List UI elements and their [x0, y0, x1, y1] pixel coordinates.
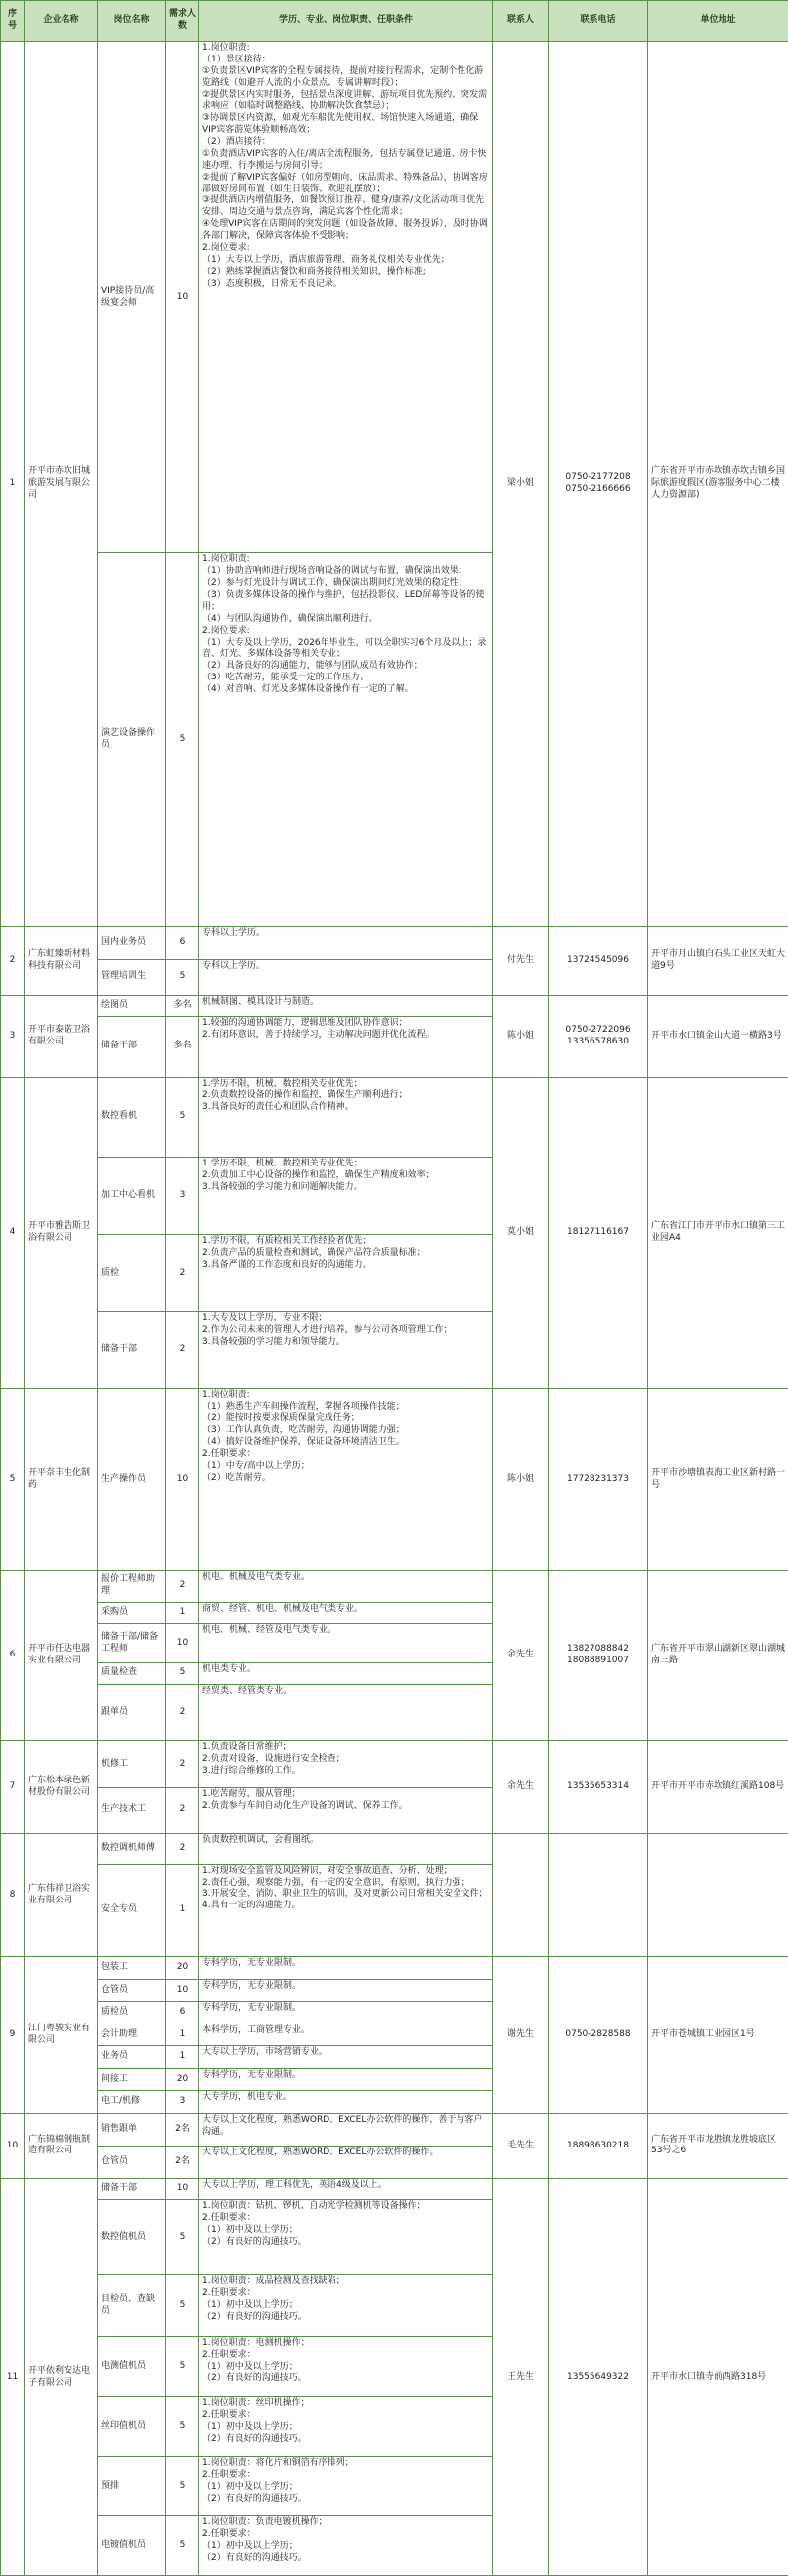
- requirement-line: （2）有良好的沟通技巧。: [202, 2373, 307, 2384]
- requirements-cell: [199, 1864, 493, 1957]
- contact-cell: [493, 1833, 549, 1956]
- headcount-cell: 5: [166, 2397, 199, 2457]
- seq-cell: 9: [1, 1957, 25, 2114]
- requirements-cell: [199, 1389, 493, 1571]
- position-name-cell: 仓管员: [98, 2146, 166, 2178]
- headcount-cell: 2: [166, 1570, 199, 1602]
- headcount-cell: 2: [166, 1684, 199, 1741]
- requirements-cell: [199, 2002, 493, 2024]
- company-name-cell: 开平市任达电器实业有限公司: [25, 1570, 98, 1740]
- requirement-line: ④处理VIP宾客在店期间的突发问题（如设备故障、服务投诉），及时协调各部门解决，保障宾客体验不受影响；: [202, 219, 488, 241]
- requirement-line: 机电、机械、经管及电气类专业。: [202, 1624, 337, 1635]
- requirement-line: 1.岗位职责：成品检测及查找缺陷；: [202, 2276, 345, 2287]
- seq-cell: 11: [1, 2179, 25, 2576]
- requirements-cell: [199, 2336, 493, 2397]
- requirement-line: 4.具有一定的沟通能力。: [202, 1901, 301, 1911]
- phone-cell: 0750-2828588: [549, 1957, 648, 2114]
- headcount-cell: 5: [166, 2515, 199, 2575]
- address-cell: 开平市开平市赤坎镇红溪路108号: [648, 1741, 788, 1834]
- contact-cell: 王先生: [493, 2179, 549, 2576]
- phone-cell: [549, 1833, 648, 1956]
- address-cell: 广东省开平市龙胜镇龙胜坡底区53号之6: [648, 2113, 788, 2178]
- header-requirements: 学历、专业、岗位职责、任职条件: [199, 1, 493, 42]
- table-header-row: [1, 1, 788, 42]
- requirement-line: 专科以上学历。: [202, 961, 266, 972]
- position-name-cell: 电工/机修: [98, 2091, 166, 2114]
- requirement-line: 商贸、经管、机电、机械及电气类专业。: [202, 1603, 364, 1614]
- phone-cell: 13724545096: [549, 927, 648, 996]
- requirement-line: 1.岗位职责:: [202, 554, 250, 565]
- contact-cell: 付先生: [493, 927, 549, 996]
- headcount-cell: 5: [166, 2336, 199, 2397]
- requirements-cell: [199, 927, 493, 960]
- requirements-cell: [199, 2397, 493, 2457]
- requirement-line: 专科学历，无专业限制。: [202, 2003, 302, 2014]
- requirement-line: 经贸类、经管类专业。: [202, 1685, 293, 1696]
- position-name-cell: 安全专员: [98, 1864, 166, 1957]
- phone-cell: 13827088842 18088891007: [549, 1570, 648, 1740]
- requirement-line: 1.岗位职责：负责电镀机操作；: [202, 2516, 328, 2527]
- address-cell: 广东省江门市开平市水口镇第三工业园A4: [648, 1077, 788, 1389]
- headcount-cell: 20: [166, 1957, 199, 1980]
- requirements-cell: [199, 2068, 493, 2091]
- seq-cell: 6: [1, 1570, 25, 1740]
- table-row: [1, 42, 788, 553]
- requirements-cell: [199, 2200, 493, 2275]
- requirement-line: 3.具备较强的学习能力和问题解决能力。: [202, 1181, 363, 1192]
- headcount-cell: 2名: [166, 2113, 199, 2146]
- headcount-cell: 10: [166, 2179, 199, 2200]
- seq-cell: 4: [1, 1077, 25, 1389]
- address-cell: [648, 1833, 788, 1956]
- requirement-line: 1.岗位职责：钻机、锣机、自动光学检测机等设备操作；: [202, 2201, 426, 2212]
- table-row: [1, 1957, 788, 1980]
- headcount-cell: 2: [166, 1833, 199, 1864]
- requirement-line: ②提供景区内实时服务，包括景点深度讲解、游玩项目优先预约、突发需求响应（如临时调整路线、协助解决饮食禁忌）；: [202, 89, 488, 112]
- requirement-line: 大专以上文化程度，熟悉WORD、EXCEL办公软件的操作，善于与客户沟通。: [202, 2114, 483, 2137]
- requirements-cell: [199, 2515, 493, 2575]
- position-name-cell: VIP接待员/高级宴会师: [98, 42, 166, 553]
- requirements-cell: [199, 2146, 493, 2178]
- position-name-cell: 生产操作员: [98, 1389, 166, 1571]
- requirements-cell: [199, 1663, 493, 1684]
- position-name-cell: 销售跟单: [98, 2113, 166, 2146]
- table-body: [1, 42, 788, 2576]
- contact-cell: 陈小姐: [493, 995, 549, 1077]
- address-cell: 开平市苍城镇工业园区1号: [648, 1957, 788, 2114]
- requirement-line: （1）初中及以上学历；: [202, 2299, 298, 2310]
- table-row: [1, 2179, 788, 2200]
- requirements-cell: [199, 1979, 493, 2002]
- headcount-cell: 6: [166, 927, 199, 960]
- phone-cell: 0750-2722096 13356578630: [549, 995, 648, 1077]
- requirement-line: 1.岗位职责：丝印机操作；: [202, 2398, 310, 2409]
- requirement-line: （1）中专/高中以上学历；: [202, 1460, 310, 1471]
- requirement-line: （1）初中及以上学历；: [202, 2540, 298, 2551]
- address-cell: 开平市水口镇金山大道一横路3号: [648, 995, 788, 1077]
- requirement-line: ③提供酒店内增值服务，如餐饮预订推荐、健身/康养/文化活动项目优先安排、周边交通与景点咨询，满足宾客个性化需求；: [202, 195, 485, 218]
- position-name-cell: 仓管员: [98, 1979, 166, 2002]
- requirement-line: 负责数控机调试，会看图纸。: [202, 1834, 320, 1845]
- requirement-line: ②提前了解VIP宾客偏好（如房型朝向、床品需求、特殊备品），协调客房部做好房间布置（如生日装饰、欢迎礼摆放）；: [202, 172, 488, 194]
- headcount-cell: 5: [166, 2457, 199, 2516]
- header-count: 需求人数: [166, 1, 199, 42]
- seq-cell: 10: [1, 2113, 25, 2178]
- position-name-cell: 采购员: [98, 1602, 166, 1623]
- headcount-cell: 3: [166, 1158, 199, 1235]
- headcount-cell: 2: [166, 1787, 199, 1833]
- contact-cell: 毛先生: [493, 2113, 549, 2178]
- table-row: [1, 1570, 788, 1602]
- requirement-line: （1）大专及以上学历，2026年毕业生，可以全职实习6个月及以上；录音、灯光、多媒体设备等相关专业；: [202, 637, 487, 660]
- requirement-line: 2.任职要求：: [202, 2528, 256, 2539]
- requirement-line: （2）有良好的沟通技巧。: [202, 2237, 307, 2248]
- contact-cell: 余先生: [493, 1741, 549, 1834]
- table-row: [1, 927, 788, 960]
- requirement-line: 1.大专及以上学历，专业不限；: [202, 1313, 328, 1324]
- requirement-line: ①负责景区VIP宾客的全程专属接待，提前对接行程需求，定制个性化游览路线（如避开人流的小众景点、专属讲解时段）；: [202, 65, 484, 88]
- requirement-line: 2.任职要求：: [202, 2349, 256, 2360]
- company-name-cell: 开平奈丰生化制药: [25, 1389, 98, 1571]
- company-name-cell: 广东锦棉钢瓶制造有限公司: [25, 2113, 98, 2178]
- requirement-line: 2.有闭环意识，善于持续学习，主动解决问题并优化流程。: [202, 1029, 435, 1040]
- requirement-line: 2.任职要求：: [202, 2470, 256, 2481]
- requirements-cell: [199, 2457, 493, 2516]
- requirements-cell: [199, 1158, 493, 1235]
- requirements-cell: [199, 1312, 493, 1389]
- requirement-line: （4）与团队沟通协作，确保演出顺利进行。: [202, 613, 378, 624]
- address-cell: 开平市水口镇寺前西路318号: [648, 2179, 788, 2576]
- company-name-cell: 开平市赤坎旧城旅游发展有限公司: [25, 42, 98, 927]
- requirement-line: 机械制图、模具设计与制造。: [202, 996, 320, 1007]
- requirement-line: 2.任职要求：: [202, 2213, 256, 2224]
- position-name-cell: 储备干部: [98, 1017, 166, 1078]
- requirement-line: 1.岗位职责：将化片和铜箔有序排列；: [202, 2458, 354, 2469]
- address-cell: 广东省开平市翠山湖新区翠山湖城南三路: [648, 1570, 788, 1740]
- position-name-cell: 绘图员: [98, 995, 166, 1016]
- table-row: [1, 1389, 788, 1571]
- requirements-cell: [199, 1077, 493, 1158]
- requirement-line: 专科学历，无专业限制。: [202, 2069, 302, 2080]
- requirement-line: （1）初中及以上学历；: [202, 2361, 298, 2372]
- requirement-line: 本科学历，工商管理专业。: [202, 2024, 311, 2035]
- requirement-line: 1.吃苦耐劳，服从管理；: [202, 1788, 301, 1799]
- header-address: 单位地址: [648, 1, 788, 42]
- requirement-line: ③协调景区内资源，如观光车船优先使用权、场馆快速入场通道，确保VIP宾客游览体验顺畅高效；: [202, 113, 479, 136]
- requirements-cell: [199, 2275, 493, 2337]
- header-company: 企业名称: [25, 1, 98, 42]
- position-name-cell: 加工中心看机: [98, 1158, 166, 1235]
- requirement-line: 1.岗位职责:: [202, 43, 250, 53]
- requirements-cell: [199, 2113, 493, 2146]
- position-name-cell: 业务员: [98, 2046, 166, 2069]
- requirement-line: 大专以上文化程度，熟悉WORD、EXCEL办公软件的操作。: [202, 2147, 439, 2157]
- requirement-line: 1.岗位职责:: [202, 1390, 250, 1401]
- headcount-cell: 10: [166, 1389, 199, 1571]
- requirements-cell: [199, 995, 493, 1016]
- requirement-line: （1）熟悉生产车间操作流程，掌握各项操作技能；: [202, 1402, 405, 1412]
- position-name-cell: 预排: [98, 2457, 166, 2516]
- requirement-line: 机电类专业。: [202, 1664, 257, 1675]
- headcount-cell: 2: [166, 1741, 199, 1787]
- requirement-line: 3.具备较强的学习能力和领导能力。: [202, 1337, 345, 1348]
- requirement-line: （1）大专以上学历，酒店旅游管理、商务礼仪相关专业优先；: [202, 254, 450, 265]
- requirement-line: 3.进行综合维修的工作。: [202, 1766, 301, 1777]
- requirement-line: （2）能按时按要求保质保量完成任务；: [202, 1413, 360, 1424]
- requirement-line: 1.学历不限，有质检相关工作经验者优先；: [202, 1236, 372, 1247]
- headcount-cell: 6: [166, 2002, 199, 2024]
- position-name-cell: 包装工: [98, 1957, 166, 1980]
- requirement-line: 2.岗位要求:: [202, 242, 250, 253]
- position-name-cell: 管理培训生: [98, 960, 166, 996]
- requirement-line: （1）初中及以上学历；: [202, 2422, 298, 2433]
- requirement-line: 2.负责参与车间自动化生产设备的调试、保养工作。: [202, 1800, 408, 1811]
- requirement-line: （2）具备良好的沟通能力，能够与团队成员有效协作；: [202, 661, 423, 672]
- requirement-line: 专科学历，无专业限制。: [202, 1958, 302, 1969]
- seq-cell: 2: [1, 927, 25, 996]
- requirement-line: （1）初中及以上学历；: [202, 2481, 298, 2492]
- requirement-line: 2.负责产品的质量检查和测试，确保产品符合质量标准；: [202, 1248, 426, 1259]
- position-name-cell: 数控值机员: [98, 2200, 166, 2275]
- requirement-line: （2）酒店接待：: [202, 137, 271, 147]
- headcount-cell: 2: [166, 1312, 199, 1389]
- requirement-line: （2）有良好的沟通技巧。: [202, 2311, 307, 2322]
- headcount-cell: 2: [166, 1235, 199, 1312]
- requirement-line: （3）工作认真负责，吃苦耐劳，沟通协调能力强；: [202, 1425, 405, 1436]
- position-name-cell: 丝印值机员: [98, 2397, 166, 2457]
- requirement-line: （3）负责多媒体设备的操作与维护，包括投影仪、LED屏幕等设备的使用；: [202, 590, 485, 612]
- requirements-cell: [199, 2091, 493, 2114]
- requirement-line: 2.任职要求：: [202, 1448, 256, 1459]
- contact-cell: 梁小姐: [493, 42, 549, 927]
- position-name-cell: 国内业务员: [98, 927, 166, 960]
- company-name-cell: 开平依利安达电子有限公司: [25, 2179, 98, 2576]
- requirement-line: （4）搞好设备维护保养，保证设备环境清洁卫生。: [202, 1436, 405, 1447]
- headcount-cell: 10: [166, 1979, 199, 2002]
- requirement-line: （1）初中及以上学历；: [202, 2225, 298, 2236]
- contact-cell: 莫小姐: [493, 1077, 549, 1389]
- headcount-cell: 20: [166, 2068, 199, 2091]
- position-name-cell: 质检员: [98, 2002, 166, 2024]
- position-name-cell: 储备干部: [98, 2179, 166, 2200]
- address-cell: 开平市月山镇白石头工业区天虹大道9号: [648, 927, 788, 996]
- requirement-line: （1）景区接待：: [202, 54, 271, 64]
- headcount-cell: 3: [166, 2091, 199, 2114]
- requirement-line: 3.开展安全、消防、职业卫生的培训，及对更新公司日常相关安全文件；: [202, 1889, 488, 1900]
- company-name-cell: 江门粤骏实业有限公司: [25, 1957, 98, 2114]
- seq-cell: 8: [1, 1833, 25, 1956]
- position-name-cell: 间接工: [98, 2068, 166, 2091]
- seq-cell: 1: [1, 42, 25, 927]
- phone-cell: 17728231373: [549, 1389, 648, 1571]
- company-name-cell: 广东虹臻新材料科技有限公司: [25, 927, 98, 996]
- requirements-cell: [199, 960, 493, 996]
- position-name-cell: 目检员、查缺员: [98, 2275, 166, 2337]
- requirement-line: （3）吃苦耐劳，能承受一定的工作压力；: [202, 673, 369, 683]
- header-phone: 联系电话: [549, 1, 648, 42]
- table-row: [1, 995, 788, 1016]
- position-name-cell: 数控调机师傅: [98, 1833, 166, 1864]
- requirement-line: 2.任职要求：: [202, 2410, 256, 2421]
- requirement-line: （3）态度积极，日常无不良记录。: [202, 278, 342, 289]
- requirements-cell: [199, 2179, 493, 2200]
- headcount-cell: 1: [166, 2046, 199, 2069]
- table-row: [1, 1077, 788, 1158]
- header-position: 岗位名称: [98, 1, 166, 42]
- requirements-cell: [199, 1833, 493, 1864]
- address-cell: 开平市沙塘镇表海工业区新村路一号: [648, 1389, 788, 1571]
- requirements-cell: [199, 2046, 493, 2069]
- requirements-cell: [199, 1235, 493, 1312]
- company-name-cell: 广东松本绿色新材股份有限公司: [25, 1741, 98, 1834]
- requirements-cell: [199, 42, 493, 553]
- requirements-cell: [199, 1602, 493, 1623]
- phone-cell: 18127116167: [549, 1077, 648, 1389]
- headcount-cell: 1: [166, 1864, 199, 1957]
- company-name-cell: 开平市泰诺卫浴有限公司: [25, 995, 98, 1077]
- contact-cell: 谢先生: [493, 1957, 549, 2114]
- headcount-cell: 1: [166, 1602, 199, 1623]
- requirement-line: 专科学历，无专业限制。: [202, 1980, 302, 1991]
- requirement-line: ①负责酒店VIP宾客的入住/离店全流程服务，包括专属登记通道、房卡快速办理、行李搬运与房间引导；: [202, 148, 487, 171]
- requirement-line: 大专学历，机电专业。: [202, 2092, 293, 2103]
- requirement-line: 1.对现场安全监管及风险辨识，对安全事故追查、分析、处理；: [202, 1865, 453, 1876]
- requirement-line: 机电、机械及电气类专业。: [202, 1571, 311, 1582]
- headcount-cell: 1: [166, 2024, 199, 2046]
- requirement-line: 2.岗位要求:: [202, 625, 250, 636]
- header-seq: 序号: [1, 1, 25, 42]
- requirement-line: （2）吃苦耐劳。: [202, 1472, 271, 1483]
- requirement-line: 2.负责加工中心设备的操作和监控，确保生产精度和效率；: [202, 1169, 435, 1180]
- headcount-cell: 5: [166, 553, 199, 927]
- headcount-cell: 多名: [166, 995, 199, 1016]
- position-name-cell: 报价工程师助理: [98, 1570, 166, 1602]
- headcount-cell: 多名: [166, 1017, 199, 1078]
- requirements-cell: [199, 1741, 493, 1787]
- company-name-cell: 广东伟祥卫浴实业有限公司: [25, 1833, 98, 1956]
- requirements-cell: [199, 1957, 493, 1980]
- contact-cell: 余先生: [493, 1570, 549, 1740]
- requirement-line: （1）协助音响师进行现场音响设备的调试与布置，确保演出效果；: [202, 566, 467, 577]
- requirement-line: 1.负责设备日常维护；: [202, 1742, 292, 1753]
- requirements-cell: [199, 1570, 493, 1602]
- position-name-cell: 质检: [98, 1235, 166, 1312]
- headcount-cell: 5: [166, 2200, 199, 2275]
- requirement-line: 2.负责数控设备的操作和监控，确保生产顺利进行；: [202, 1090, 408, 1101]
- requirement-line: 专科以上学历。: [202, 928, 266, 938]
- requirements-cell: [199, 1017, 493, 1078]
- requirement-line: 3.具备良好的责任心和团队合作精神。: [202, 1102, 354, 1113]
- headcount-cell: 5: [166, 1077, 199, 1158]
- position-name-cell: 储备干部/储备工程师: [98, 1623, 166, 1662]
- requirement-line: 2.作为公司未来的管理人才进行培养，参与公司各项管理工作；: [202, 1325, 453, 1336]
- phone-cell: 13535653314: [549, 1741, 648, 1834]
- seq-cell: 5: [1, 1389, 25, 1571]
- position-name-cell: 质量检查: [98, 1663, 166, 1684]
- requirements-cell: [199, 1623, 493, 1662]
- position-name-cell: 会计助理: [98, 2024, 166, 2046]
- seq-cell: 3: [1, 995, 25, 1077]
- phone-cell: 18898630218: [549, 2113, 648, 2178]
- requirement-line: 2.任职要求：: [202, 2288, 256, 2299]
- position-name-cell: 机修工: [98, 1741, 166, 1787]
- position-name-cell: 储备干部: [98, 1312, 166, 1389]
- contact-cell: 陈小姐: [493, 1389, 549, 1571]
- requirement-line: （2）有良好的沟通技巧。: [202, 2552, 307, 2563]
- position-name-cell: 数控看机: [98, 1077, 166, 1158]
- requirement-line: 3.具备严谨的工作态度和良好的沟通能力。: [202, 1260, 372, 1271]
- headcount-cell: 10: [166, 1623, 199, 1662]
- requirement-line: 1.学历不限，机械、数控相关专业优先；: [202, 1159, 363, 1169]
- requirement-line: （2）参与灯光设计与调试工作，确保演出期间灯光效果的稳定性；: [202, 578, 467, 589]
- phone-cell: 13555649322: [549, 2179, 648, 2576]
- requirement-line: 大专以上学历，市场营销专业。: [202, 2047, 328, 2058]
- table-row: [1, 2113, 788, 2146]
- requirement-line: （2）有良好的沟通技巧。: [202, 2434, 307, 2444]
- requirement-line: 2.责任心强，观察能力强，有一定的安全意识，有原则，执行力强；: [202, 1877, 470, 1888]
- requirement-line: （4）对音响、灯光及多媒体设备操作有一定的了解。: [202, 684, 414, 694]
- requirements-cell: [199, 2024, 493, 2046]
- seq-cell: 7: [1, 1741, 25, 1834]
- requirement-line: 1.岗位职责：电测机操作；: [202, 2337, 310, 2348]
- requirement-line: （2）熟练掌握酒店餐饮和商务接待相关知识，操作标准;: [202, 266, 426, 277]
- position-name-cell: 生产技术工: [98, 1787, 166, 1833]
- position-name-cell: 演艺设备操作员: [98, 553, 166, 927]
- table-row: [1, 1833, 788, 1864]
- headcount-cell: 5: [166, 960, 199, 996]
- requirements-cell: [199, 1684, 493, 1741]
- requirement-line: 1.较强的沟通协调能力，逻辑思维及团队协作意识；: [202, 1018, 408, 1028]
- headcount-cell: 10: [166, 42, 199, 553]
- requirement-line: 大专以上学历，理工科优先，英语4级及以上。: [202, 2180, 387, 2191]
- header-contact: 联系人: [493, 1, 549, 42]
- position-name-cell: 跟单员: [98, 1684, 166, 1741]
- requirement-line: 2.负责对设备，设施进行安全检查；: [202, 1754, 345, 1765]
- headcount-cell: 2名: [166, 2146, 199, 2178]
- position-name-cell: 电测值机员: [98, 2336, 166, 2397]
- headcount-cell: 5: [166, 1663, 199, 1684]
- company-name-cell: 开平市雅浩斯卫浴有限公司: [25, 1077, 98, 1389]
- requirements-cell: [199, 1787, 493, 1833]
- headcount-cell: 5: [166, 2275, 199, 2337]
- address-cell: 广东省开平市赤坎镇赤坎古镇乡国际旅游度假区(游客服务中心二楼人力资源部): [648, 42, 788, 927]
- requirement-line: （2）有良好的沟通技巧。: [202, 2493, 307, 2504]
- requirement-line: 1.学历不限，机械、数控相关专业优先；: [202, 1078, 363, 1089]
- requirements-cell: [199, 553, 493, 927]
- phone-cell: 0750-2177208 0750-2166666: [549, 42, 648, 927]
- table-row: [1, 1741, 788, 1787]
- position-name-cell: 电镀值机员: [98, 2515, 166, 2575]
